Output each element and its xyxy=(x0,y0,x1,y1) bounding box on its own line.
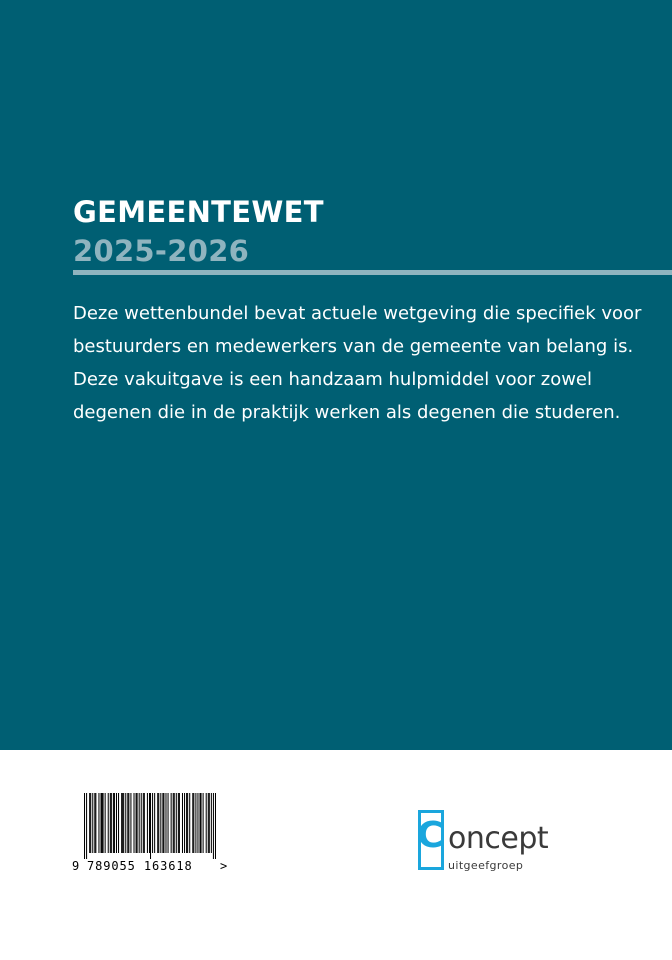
barcode-bar xyxy=(114,793,115,853)
barcode-bar xyxy=(89,793,90,853)
barcode-bar xyxy=(150,793,151,859)
barcode-bar xyxy=(193,793,194,853)
barcode-bar xyxy=(90,793,91,853)
isbn-barcode xyxy=(72,793,232,878)
barcode-bar xyxy=(179,793,180,853)
barcode-bar xyxy=(158,793,159,853)
barcode-bar xyxy=(127,793,128,853)
barcode-bar xyxy=(130,793,131,853)
barcode-bar xyxy=(116,793,117,853)
description-line: Deze vakuitgave is een handzaam hulpmiddel voor zowel xyxy=(73,369,593,390)
barcode-bar xyxy=(163,793,164,853)
barcode-bar xyxy=(197,793,198,853)
barcode-bar xyxy=(200,793,201,853)
barcode-bar xyxy=(141,793,142,853)
barcode-bar xyxy=(111,793,112,853)
divider-rule xyxy=(73,270,672,275)
barcode-bar xyxy=(102,793,103,853)
barcode-bar xyxy=(84,793,85,859)
barcode-bar xyxy=(143,793,144,853)
barcode-bar xyxy=(103,793,104,853)
barcode-bar xyxy=(154,793,155,853)
barcode-bar xyxy=(178,793,179,853)
barcode-bar xyxy=(136,793,137,853)
barcode-bar xyxy=(186,793,187,853)
barcode-bar xyxy=(162,793,163,853)
barcode-bar xyxy=(95,793,96,853)
barcode-bar xyxy=(125,793,126,853)
barcode-bar xyxy=(101,793,102,853)
barcode-bar xyxy=(215,793,216,859)
book-title: GEMEENTEWET xyxy=(73,195,324,229)
barcode-bar xyxy=(209,793,210,853)
description-line: Deze wettenbundel bevat actuele wetgeving die specifiek voor xyxy=(73,303,642,324)
barcode-bar xyxy=(139,793,140,853)
barcode-bar xyxy=(110,793,111,853)
barcode-bar xyxy=(176,793,177,853)
barcode-bar xyxy=(201,793,202,853)
barcode-bar xyxy=(137,793,138,853)
barcode-bar xyxy=(123,793,124,853)
barcode-bar xyxy=(213,793,214,859)
barcode-bar xyxy=(211,793,212,853)
barcode-bar xyxy=(160,793,161,853)
book-description xyxy=(73,297,663,429)
barcode-bar xyxy=(173,793,174,853)
barcode-bar xyxy=(128,793,129,853)
publisher-logo xyxy=(418,810,568,880)
book-edition-years: 2025-2026 xyxy=(73,234,250,268)
barcode-bar xyxy=(203,793,204,853)
description-line: degenen die in de praktijk werken als degenen die studeren. xyxy=(73,402,621,423)
barcode-bar xyxy=(94,793,95,853)
logo-letter: C xyxy=(417,815,444,856)
barcode-bar xyxy=(122,793,123,853)
barcode-bar xyxy=(118,793,119,853)
barcode-bar xyxy=(195,793,196,853)
barcode-bar xyxy=(182,793,183,853)
barcode-bar xyxy=(149,793,150,853)
barcode-bar xyxy=(187,793,188,853)
isbn-first-digit: 9 xyxy=(72,859,80,873)
isbn-digits: 789055 163618 xyxy=(87,859,193,873)
barcode-bar xyxy=(144,793,145,853)
logo-subtitle: uitgeefgroep xyxy=(448,859,524,872)
isbn-arrow: > xyxy=(220,859,228,873)
barcode-bar xyxy=(192,793,193,853)
barcode-bar xyxy=(147,793,148,853)
barcode-bar xyxy=(165,793,166,853)
barcode-bar xyxy=(152,793,153,853)
barcode-bar xyxy=(168,793,169,853)
barcode-bar xyxy=(157,793,158,853)
barcode-bar xyxy=(134,793,135,853)
barcode-bars-icon xyxy=(84,793,216,859)
logo-word: oncept xyxy=(448,821,549,856)
barcode-bar xyxy=(105,793,106,853)
barcode-bar xyxy=(189,793,190,853)
barcode-bar xyxy=(98,793,99,853)
barcode-bar xyxy=(92,793,93,853)
description-line: bestuurders en medewerkers van de gemeente van belang is. xyxy=(73,336,634,357)
barcode-bar xyxy=(121,793,122,853)
barcode-bar xyxy=(86,793,87,859)
barcode-bar xyxy=(108,793,109,853)
barcode-bar xyxy=(208,793,209,853)
barcode-bar xyxy=(184,793,185,853)
barcode-bar xyxy=(113,793,114,853)
barcode-bar xyxy=(206,793,207,853)
barcode-bar xyxy=(174,793,175,853)
barcode-bar xyxy=(171,793,172,853)
